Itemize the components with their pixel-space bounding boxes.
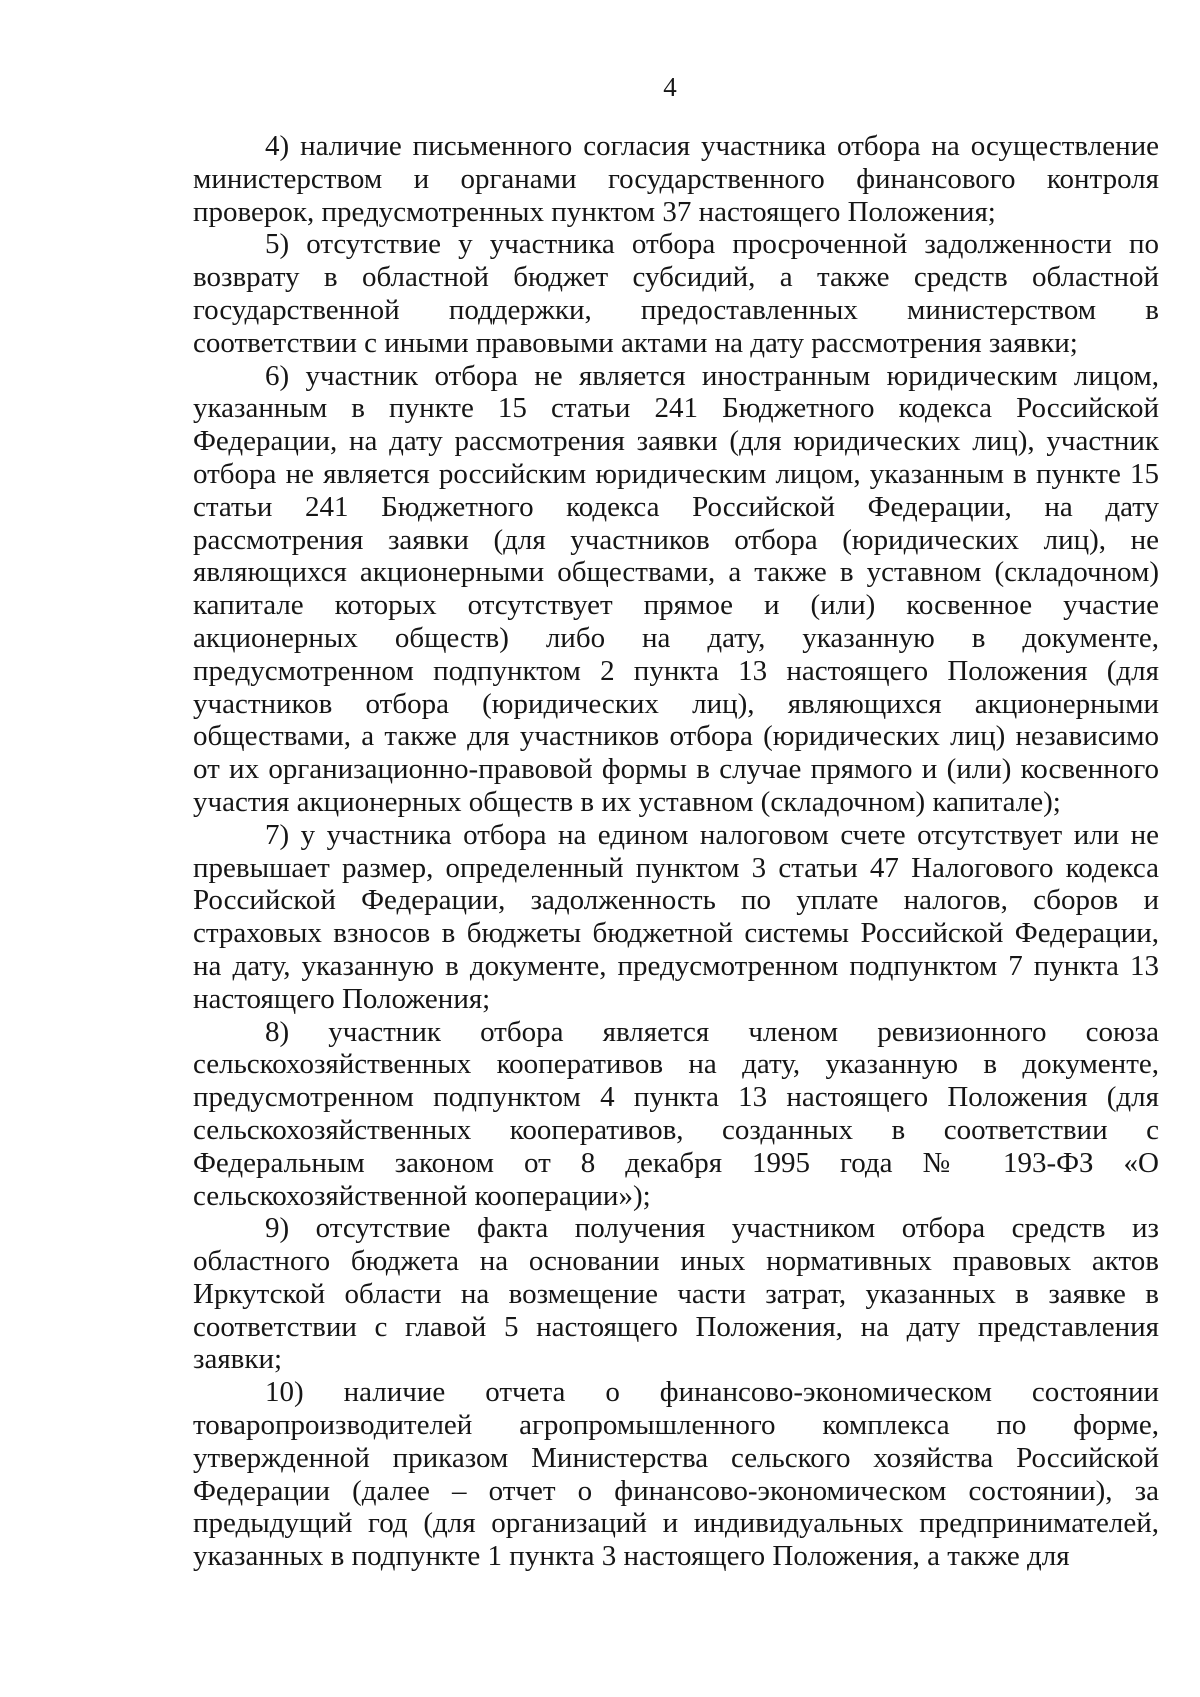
page-number: 4 [663, 72, 677, 102]
paragraph-item-10: 10) наличие отчета о финансово-экономическом состоянии товаропроизводителей агропромышленного комплекса по форме, утвержденной приказом Министерства сельского хозяйства Российской Федерации (далее – отчет о финансово-экономическом состоянии), за предыдущий год (для организаций и индивидуальных предпринимателей, указанных в подпункте 1 пункта 3 настоящего Положения, а также для [193, 1376, 1159, 1573]
paragraph-item-6: 6) участник отбора не является иностранным юридическим лицом, указанным в пункте 15 статьи 241 Бюджетного кодекса Российской Федерации, на дату рассмотрения заявки (для юридических лиц), участник отбора не является российским юридическим лицом, указанным в пункте 15 статьи 241 Бюджетного кодекса Российской Федерации, на дату рассмотрения заявки (для участников отбора (юридических лиц), не являющихся акционерными обществами, а также в уставном (складочном) капитале которых отсутствует прямое и (или) косвенное участие акционерных обществ) либо на дату, указанную в документе, предусмотренном подпунктом 2 пункта 13 настоящего Положения (для участников отбора (юридических лиц), являющихся акционерными обществами, а также для участников отбора (юридических лиц) независимо от их организационно-правовой формы в случае прямого и (или) косвенного участия акционерных обществ в их уставном (складочном) капитале); [193, 359, 1159, 818]
paragraph-item-7: 7) у участника отбора на едином налоговом счете отсутствует или не превышает размер, определенный пунктом 3 статьи 47 Налогового кодекса Российской Федерации, задолженность по уплате налогов, сборов и страховых взносов в бюджеты бюджетной системы Российской Федерации, на дату, указанную в документе, предусмотренном подпунктом 7 пункта 13 настоящего Положения; [193, 818, 1159, 1015]
document-body [193, 130, 1159, 1573]
paragraph-item-9: 9) отсутствие факта получения участником отбора средств из областного бюджета на основании иных нормативных правовых актов Иркутской области на возмещение части затрат, указанных в заявке в соответствии с главой 5 настоящего Положения, на дату представления заявки; [193, 1212, 1159, 1376]
paragraph-item-8: 8) участник отбора является членом ревизионного союза сельскохозяйственных кооперативов на дату, указанную в документе, предусмотренном подпунктом 4 пункта 13 настоящего Положения (для сельскохозяйственных кооперативов, созданных в соответствии с Федеральным законом от 8 декабря 1995 года № 193-ФЗ «О сельскохозяйственной кооперации»); [193, 1015, 1159, 1212]
paragraph-item-5: 5) отсутствие у участника отбора просроченной задолженности по возврату в областной бюджет субсидий, а также средств областной государственной поддержки, предоставленных министерством в соответствии с иными правовыми актами на дату рассмотрения заявки; [193, 228, 1159, 359]
paragraph-item-4: 4) наличие письменного согласия участника отбора на осуществление министерством и органами государственного финансового контроля проверок, предусмотренных пунктом 37 настоящего Положения; [193, 130, 1159, 228]
